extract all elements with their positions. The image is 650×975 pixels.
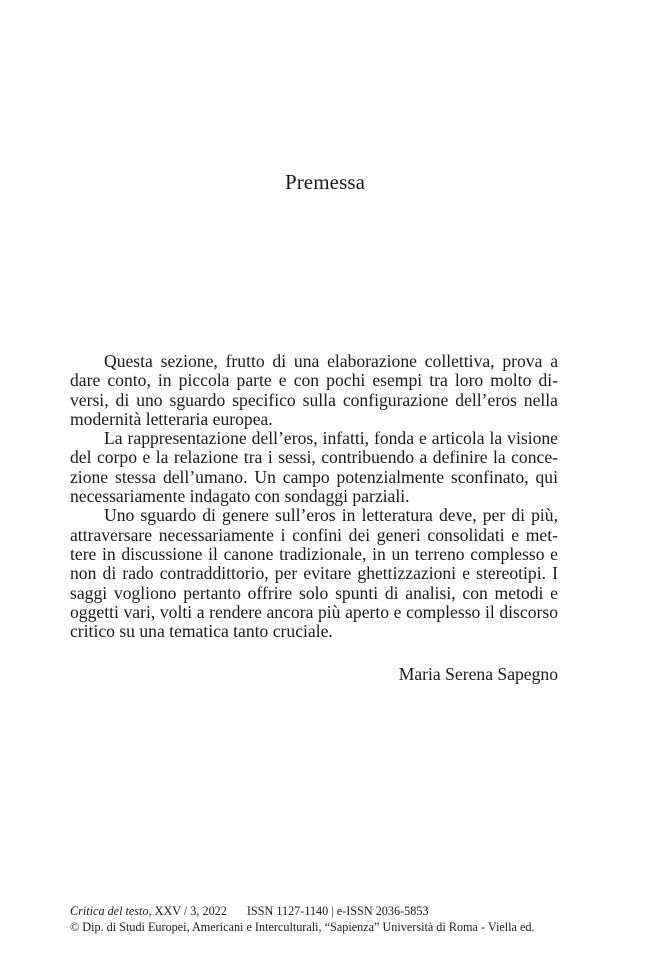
issn: ISSN 1127-1140 | e-ISSN 2036-5853 <box>246 904 429 918</box>
text-line: modernità letteraria europea. <box>70 408 273 429</box>
text-line: necessariamente indagato con sondaggi parziali. <box>70 486 410 507</box>
journal-issue: , XXV / 3, 2022 <box>148 904 227 918</box>
text-line: dare conto, in piccola parte e con pochi esempi tra loro molto di- <box>70 370 558 391</box>
text-line: oggetti vari, volti a rendere ancora più aperto e complesso il discorso <box>70 601 558 622</box>
page-title: Premessa <box>284 170 366 194</box>
text-line: attraversare necessariamente i confini dei generi consolidati e met- <box>70 524 558 545</box>
paragraph <box>70 352 558 429</box>
text-line: tere in discussione il canone tradizionale, in un terreno complesso e <box>70 543 558 564</box>
paragraph <box>70 506 558 641</box>
text-line: Questa sezione, frutto di una elaborazione collettiva, prova a <box>104 351 558 371</box>
text-line: versi, di uno sguardo specifico sulla configurazione dell’eros nella <box>70 389 558 410</box>
journal-citation <box>70 903 570 919</box>
text-line: La rappresentazione dell’eros, infatti, fonda e articola la visione <box>104 428 558 449</box>
journal-name: Critica del testo <box>70 904 149 918</box>
copyright: © Dip. di Studi Europei, Americani e Interculturali, “Sapienza” Università di Roma - Viella ed. <box>70 920 535 934</box>
author-signature: Maria Serena Sapegno <box>398 664 558 684</box>
text-line: non di rado contraddittorio, per evitare ghettizzazioni e stereotipi. I <box>70 563 558 584</box>
text-line: Uno sguardo di genere sull’eros in letteratura deve, per di più, <box>104 505 558 526</box>
paragraph <box>70 429 558 506</box>
body-text <box>70 352 558 641</box>
page-footer <box>70 903 570 935</box>
text-line: critico su una tematica tanto cruciale. <box>70 621 333 642</box>
text-line: zione stessa dell’umano. Un campo potenzialmente sconfinato, qui <box>70 466 558 487</box>
text-line: del corpo e la relazione tra i sessi, contribuendo a definire la conce- <box>70 447 558 468</box>
text-line: saggi vogliono pertanto offrire solo spunti di analisi, con metodi e <box>70 582 558 603</box>
